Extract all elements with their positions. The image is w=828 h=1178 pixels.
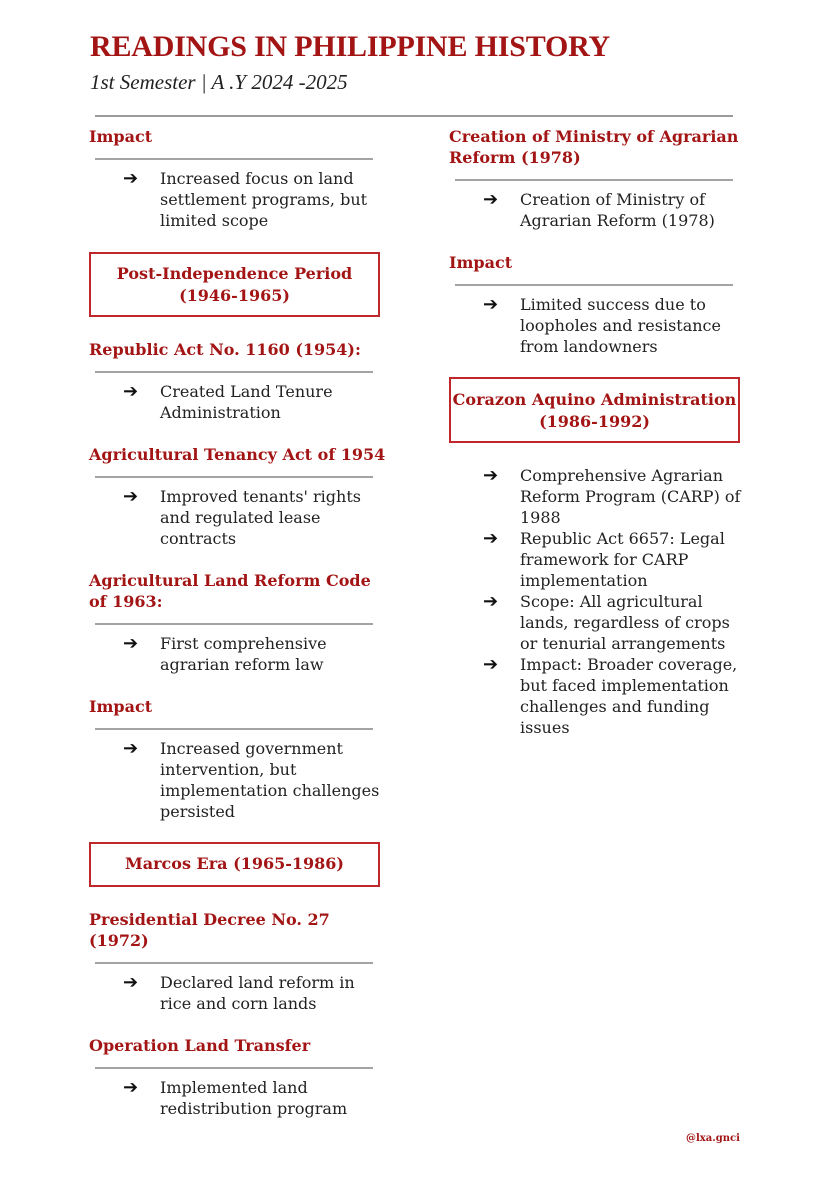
list-item: ➔ Scope: All agricultural lands, regardless of crops or tenurial arrangements — [483, 591, 730, 653]
arrow-right-icon: ➔ — [123, 486, 139, 507]
list-item: ➔ Improved tenants' rights and regulated lease contracts — [123, 486, 361, 548]
arrow-right-icon: ➔ — [123, 1077, 139, 1098]
arrow-right-icon: ➔ — [483, 189, 499, 210]
section-heading: Creation of Ministry of Agrarian Reform (1978) — [449, 127, 739, 167]
section-heading: Agricultural Tenancy Act of 1954 — [89, 445, 386, 464]
list-item: ➔ Limited success due to loopholes and resistance from landowners — [483, 294, 721, 356]
list-item: ➔ Created Land Tenure Administration — [123, 381, 333, 422]
bullet-list — [89, 381, 389, 423]
arrow-right-icon: ➔ — [123, 633, 139, 654]
section-divider — [95, 623, 373, 625]
list-item: ➔ Increased focus on land settlement programs, but limited scope — [123, 168, 368, 230]
arrow-right-icon: ➔ — [483, 294, 499, 315]
section-divider — [455, 284, 733, 286]
section-heading: Impact — [89, 127, 153, 146]
section-divider — [455, 179, 733, 181]
section-divider — [95, 1067, 373, 1069]
bullet-list — [449, 189, 749, 231]
list-item: ➔ Creation of Ministry of Agrarian Reform (1978) — [483, 189, 715, 230]
section-divider — [95, 728, 373, 730]
arrow-right-icon: ➔ — [123, 381, 139, 402]
author-handle: @lxa.gnci — [686, 1133, 740, 1144]
section-heading: Presidential Decree No. 27 (1972) — [89, 910, 330, 950]
left-column — [89, 126, 389, 1119]
bullet-list — [89, 1077, 389, 1119]
section-divider — [95, 476, 373, 478]
section-heading: Impact — [449, 253, 513, 272]
list-item: ➔ Increased government intervention, but implementation challenges persisted — [123, 738, 380, 821]
section-heading: Republic Act No. 1160 (1954): — [89, 340, 361, 359]
arrow-right-icon: ➔ — [483, 654, 499, 675]
header-divider — [95, 115, 733, 117]
list-item: ➔ Declared land reform in rice and corn lands — [123, 972, 355, 1013]
arrow-right-icon: ➔ — [123, 738, 139, 759]
bullet-list — [89, 486, 389, 549]
section-divider — [95, 371, 373, 373]
era-box-post-independence: Post-Independence Period (1946-1965) — [89, 252, 380, 317]
bullet-list — [89, 633, 389, 675]
era-box-marcos: Marcos Era (1965-1986) — [89, 842, 380, 887]
page-title: READINGS IN PHILIPPINE HISTORY — [90, 30, 610, 63]
list-item: ➔ Comprehensive Agrarian Reform Program (CARP) of 1988 — [483, 465, 741, 527]
section-heading: Operation Land Transfer — [89, 1036, 311, 1055]
right-column — [449, 126, 749, 738]
bullet-list — [89, 972, 389, 1014]
bullet-list — [89, 168, 389, 231]
section-divider — [95, 158, 373, 160]
list-item: ➔ Republic Act 6657: Legal framework for CARP implementation — [483, 528, 725, 590]
arrow-right-icon: ➔ — [483, 528, 499, 549]
section-heading: Agricultural Land Reform Code of 1963: — [89, 571, 371, 611]
section-heading: Impact — [89, 697, 153, 716]
arrow-right-icon: ➔ — [123, 972, 139, 993]
list-item: ➔ Implemented land redistribution program — [123, 1077, 348, 1118]
list-item: ➔ Impact: Broader coverage, but faced implementation challenges and funding issues — [483, 654, 738, 737]
page-subtitle: 1st Semester | A .Y 2024 -2025 — [90, 70, 348, 94]
era-box-aquino: Corazon Aquino Administration (1986-1992) — [449, 377, 740, 443]
bullet-list — [449, 465, 749, 738]
arrow-right-icon: ➔ — [123, 168, 139, 189]
section-divider — [95, 962, 373, 964]
bullet-list — [449, 294, 749, 357]
arrow-right-icon: ➔ — [483, 465, 499, 486]
arrow-right-icon: ➔ — [483, 591, 499, 612]
list-item: ➔ First comprehensive agrarian reform law — [123, 633, 327, 674]
bullet-list — [89, 738, 389, 822]
